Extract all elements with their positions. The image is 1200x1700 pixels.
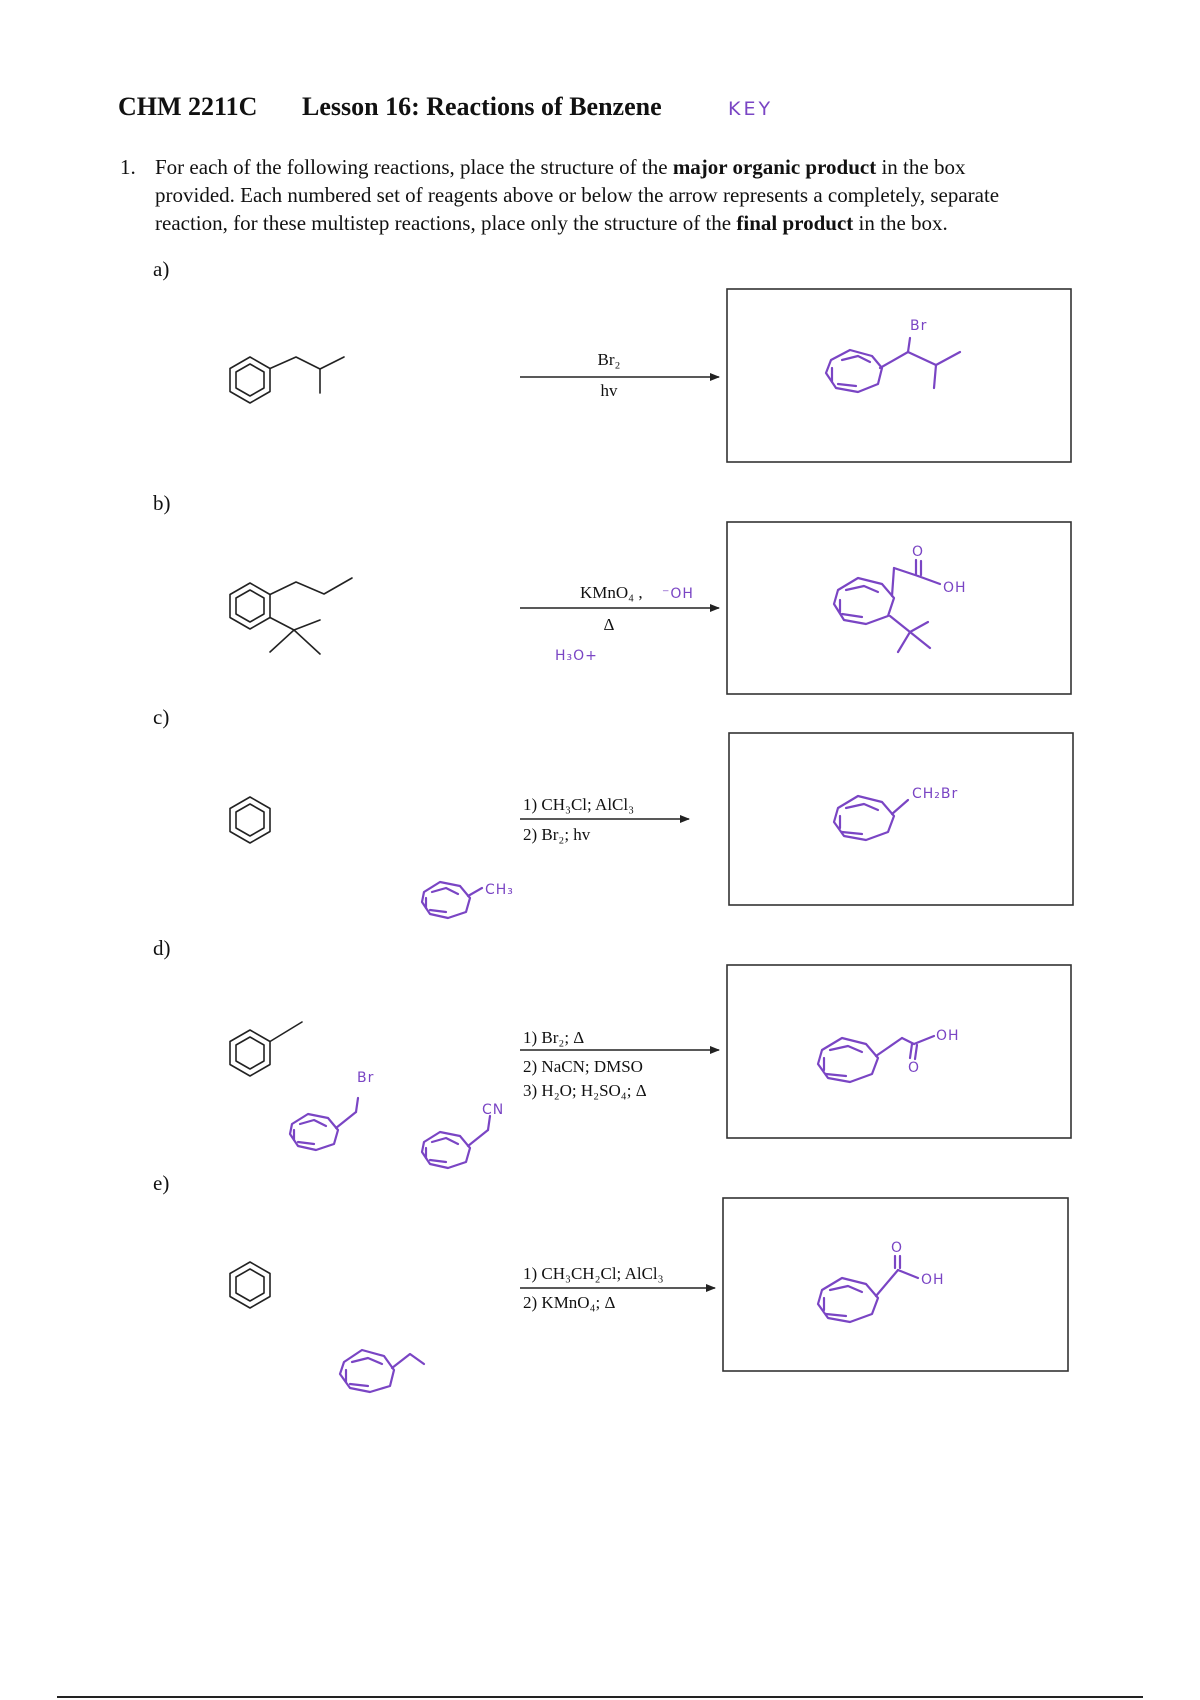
- part-d-intermediate-cn-label: CN: [482, 1102, 505, 1118]
- part-e-intermediate-ethylbenzene: [340, 1350, 424, 1392]
- part-b-answer-oh-label: OH: [943, 580, 967, 596]
- part-d-intermediate-benzyl-nitrile: [422, 1102, 504, 1168]
- part-a-label: a): [153, 257, 170, 281]
- part-a-answer-box: [727, 289, 1071, 462]
- part-b-condition: Δ: [603, 615, 615, 634]
- question-line-1: For each of the following reactions, place the structure of the major organic product in the box: [155, 155, 966, 179]
- part-a-condition: hv: [600, 381, 618, 400]
- part-d-reagent-3: 3) H₂O; H₂SO₄; Δ: [523, 1081, 647, 1100]
- part-e-reagent-2: 2) KMnO₄; Δ: [523, 1293, 616, 1312]
- part-a-answer-br-label: Br: [910, 318, 928, 334]
- part-e-answer-box: [723, 1198, 1068, 1371]
- part-c-intermediate-label: CH₃: [485, 882, 514, 898]
- part-e-label: e): [153, 1171, 170, 1195]
- part-d-answer-structure: [818, 1028, 960, 1082]
- part-d-answer-o-label: O: [908, 1060, 921, 1076]
- part-b-workup: H₃O+: [555, 648, 598, 664]
- part-b-reactant-propyl-tbutylbenzene: [230, 578, 352, 654]
- part-e-reactant-benzene: [230, 1262, 270, 1308]
- part-d-intermediate-br-label: Br: [357, 1070, 375, 1086]
- part-d-answer-oh-label: OH: [936, 1028, 960, 1044]
- part-c-answer-structure: [834, 786, 958, 840]
- part-c-label: c): [153, 705, 170, 729]
- part-b-reagent-hydroxide: ⁻OH: [662, 586, 694, 602]
- key-mark: KEY: [728, 98, 774, 120]
- part-e-answer-oh-label: OH: [921, 1272, 945, 1288]
- part-d-reagent-2: 2) NaCN; DMSO: [523, 1057, 643, 1076]
- part-b-answer-box: [727, 522, 1071, 694]
- part-a-reagent: Br₂: [597, 350, 621, 369]
- part-d-label: d): [153, 936, 171, 960]
- part-c-reagent-2: 2) Br₂; hv: [523, 825, 591, 844]
- part-c-answer-box: [729, 733, 1073, 905]
- part-c-answer-label: CH₂Br: [912, 786, 959, 802]
- part-b-reagent: KMnO₄ ,: [580, 583, 643, 602]
- part-b-answer-o-label: O: [912, 544, 925, 560]
- part-d-intermediate-benzyl-bromide: [290, 1070, 374, 1150]
- part-b-answer-structure: [834, 544, 967, 652]
- part-c-reagent-1: 1) CH₃Cl; AlCl₃: [523, 795, 635, 814]
- part-a-answer-structure: [826, 318, 960, 392]
- lesson-title: Lesson 16: Reactions of Benzene: [302, 92, 662, 121]
- part-d-reactant-toluene: [230, 1022, 302, 1076]
- part-e-answer-structure: [818, 1240, 945, 1322]
- course-code: CHM 2211C: [118, 92, 258, 121]
- part-d-answer-box: [727, 965, 1071, 1138]
- part-c-reactant-benzene: [230, 797, 270, 843]
- part-b-label: b): [153, 491, 171, 515]
- part-e-answer-o-label: O: [891, 1240, 904, 1256]
- question-line-3: reaction, for these multistep reactions, place only the structure of the final product in the box.: [155, 211, 948, 235]
- part-e-reagent-1: 1) CH₃CH₂Cl; AlCl₃: [523, 1264, 664, 1283]
- part-c-intermediate-toluene: [422, 882, 514, 918]
- part-d-reagent-1: 1) Br₂; Δ: [523, 1028, 585, 1047]
- part-a-reactant-isobutylbenzene: [230, 357, 344, 403]
- question-line-2: provided. Each numbered set of reagents above or below the arrow represents a completely, separate: [155, 183, 1000, 207]
- question-number: 1.: [120, 155, 136, 179]
